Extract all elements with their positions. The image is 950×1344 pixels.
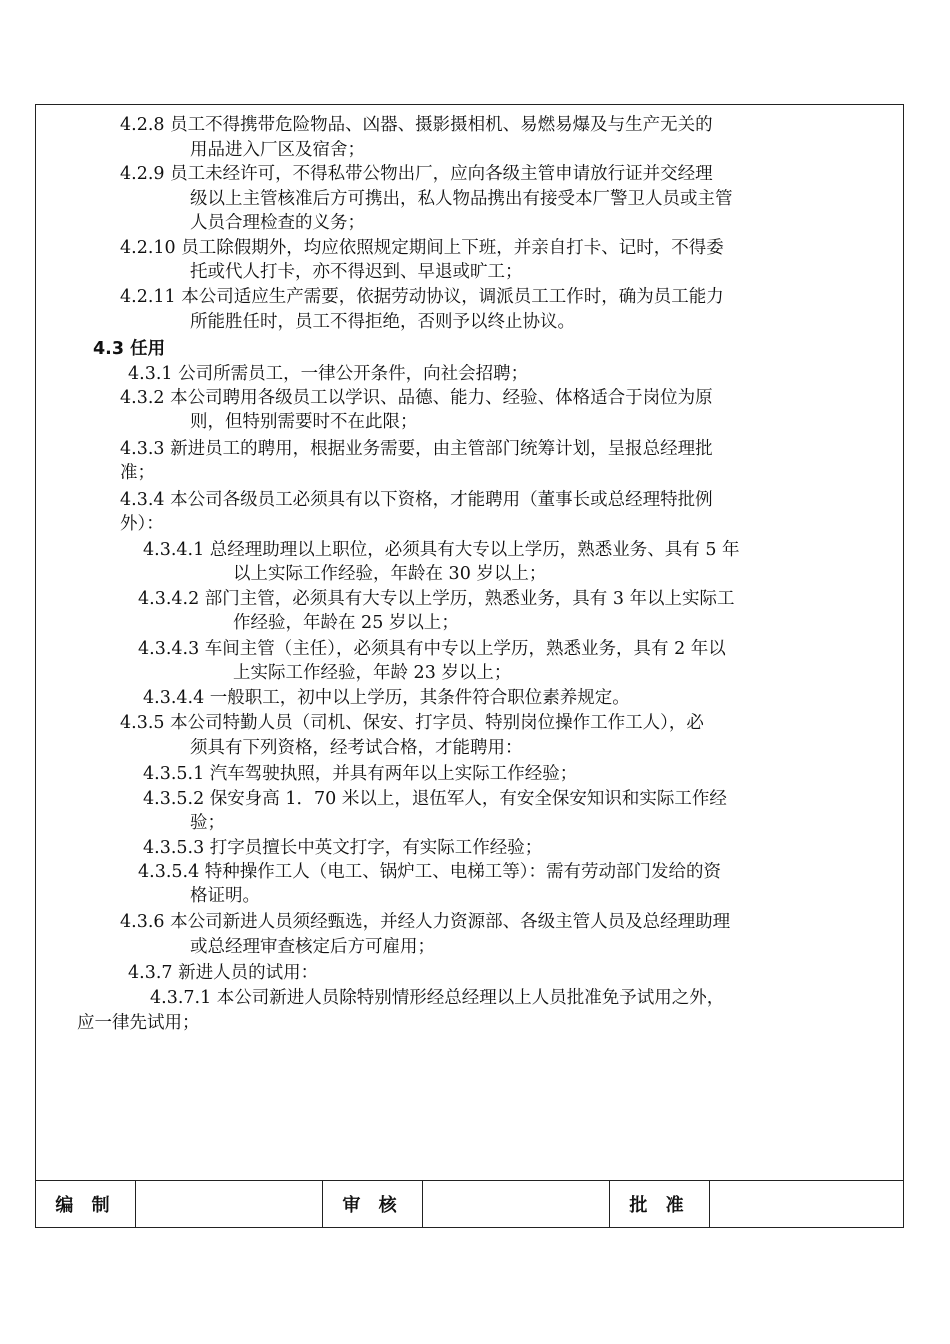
clause-line: 或总经理审查核定后方可雇用；	[190, 937, 435, 957]
clause-line: 4.3.5.3 打字员擅长中英文打字，有实际工作经验；	[143, 838, 543, 858]
clause-line: 用品进入厂区及宿舍；	[190, 140, 365, 160]
review-value[interactable]	[423, 1181, 610, 1227]
clause-line: 4.2.8 员工不得携带危险物品、凶器、摄影摄相机、易燃易爆及与生产无关的	[120, 115, 713, 135]
clause-line: 4.3.4.1 总经理助理以上职位，必须具有大专以上学历，熟悉业务、具有 5 年	[143, 540, 740, 560]
clause-line: 托或代人打卡，亦不得迟到、早退或旷工；	[190, 262, 523, 282]
clause-line: 以上实际工作经验，年龄在 30 岁以上；	[233, 564, 547, 584]
clause-line: 应一律先试用；	[77, 1013, 200, 1033]
clause-line: 4.3.3 新进员工的聘用，根据业务需要，由主管部门统筹计划，呈报总经理批	[120, 439, 713, 459]
clause-line: 4.3.7.1 本公司新进人员除特别情形经总经理以上人员批准免予试用之外，	[150, 988, 725, 1008]
clause-line: 4.3.1 公司所需员工，一律公开条件，向社会招聘；	[128, 364, 529, 384]
clause-line: 则，但特别需要时不在此限；	[190, 412, 418, 432]
clause-line: 4.3.4.3 车间主管（主任），必须具有中专以上学历，熟悉业务，具有 2 年以	[138, 639, 726, 659]
clause-line: 外）：	[120, 514, 164, 534]
clause-line: 级以上主管核准后方可携出，私人物品携出有接受本厂警卫人员或主管	[190, 189, 733, 209]
clause-line: 人员合理检查的义务；	[190, 213, 365, 233]
clause-line: 4.3.4 本公司各级员工必须具有以下资格，才能聘用（董事长或总经理特批例	[120, 490, 713, 510]
clause-line: 格证明。	[190, 886, 260, 906]
approve-value[interactable]	[710, 1181, 903, 1227]
clause-line: 4.2.9 员工未经许可，不得私带公物出厂，应向各级主管申请放行证并交经理	[120, 164, 713, 184]
clause-line: 准；	[120, 463, 155, 483]
clause-line: 验；	[190, 813, 225, 833]
clause-line: 4.2.11 本公司适应生产需要，依据劳动协议，调派员工工作时，确为员工能力	[120, 287, 724, 307]
clause-line: 4.3.7 新进人员的试用：	[128, 963, 319, 983]
clause-line: 4.2.10 员工除假期外，均应依照规定期间上下班，并亲自打卡、记时，不得委	[120, 238, 724, 258]
clause-line: 4.3.2 本公司聘用各级员工以学识、品德、能力、经验、体格适合于岗位为原	[120, 388, 713, 408]
review-label: 审 核	[323, 1181, 423, 1227]
signature-table	[35, 1180, 904, 1228]
clause-line: 4.3.5.4 特种操作工人（电工、锅炉工、电梯工等）：需有劳动部门发给的资	[138, 862, 722, 882]
clause-line: 所能胜任时，员工不得拒绝，否则予以终止协议。	[190, 312, 575, 332]
clause-line: 4.3.4.2 部门主管，必须具有大专以上学历，熟悉业务，具有 3 年以上实际工	[138, 589, 735, 609]
clause-line: 4.3.5.1 汽车驾驶执照，并具有两年以上实际工作经验；	[143, 764, 578, 784]
section-heading: 4.3 任用	[93, 339, 166, 359]
compile-label: 编 制	[36, 1181, 136, 1227]
clause-line: 4.3.6 本公司新进人员须经甄选，并经人力资源部、各级主管人员及总经理助理	[120, 912, 731, 932]
clause-line: 须具有下列资格，经考试合格，才能聘用：	[190, 738, 523, 758]
compile-value[interactable]	[136, 1181, 323, 1227]
clause-line: 4.3.5.2 保安身高 1．70 米以上，退伍军人，有安全保安知识和实际工作经	[143, 789, 727, 809]
clause-line: 4.3.4.4 一般职工，初中以上学历，其条件符合职位素养规定。	[143, 688, 630, 708]
clause-line: 上实际工作经验，年龄 23 岁以上；	[233, 663, 512, 683]
clause-line: 4.3.5 本公司特勤人员（司机、保安、打字员、特别岗位操作工作工人），必	[120, 713, 704, 733]
approve-label: 批 准	[610, 1181, 710, 1227]
clause-line: 作经验，年龄在 25 岁以上；	[233, 613, 459, 633]
